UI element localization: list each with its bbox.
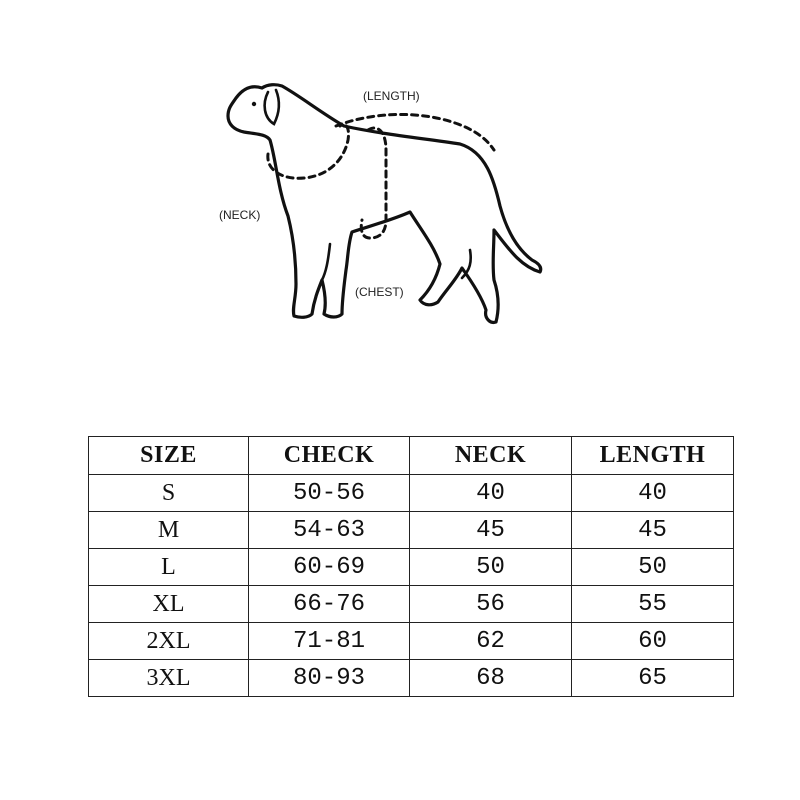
table-row <box>89 623 734 660</box>
length-label: (LENGTH) <box>363 89 420 103</box>
header-length: LENGTH <box>572 437 734 475</box>
table-row <box>89 586 734 623</box>
cell-length: 45 <box>572 512 734 549</box>
dog-front-leg-inner <box>322 244 330 280</box>
cell-check: 60-69 <box>249 549 410 586</box>
dog-outline-illustration <box>0 0 800 380</box>
cell-length: 50 <box>572 549 734 586</box>
cell-check: 80-93 <box>249 660 410 697</box>
dog-eye <box>252 102 256 106</box>
cell-length: 55 <box>572 586 734 623</box>
cell-size: M <box>89 512 249 549</box>
cell-neck: 45 <box>410 512 572 549</box>
table-row <box>89 475 734 512</box>
length-measure-line <box>336 114 494 150</box>
cell-neck: 68 <box>410 660 572 697</box>
size-chart-table <box>88 436 734 697</box>
cell-check: 66-76 <box>249 586 410 623</box>
cell-check: 71-81 <box>249 623 410 660</box>
table-row <box>89 549 734 586</box>
cell-size: L <box>89 549 249 586</box>
neck-measure-line <box>268 125 349 178</box>
dog-hind-leg-inner <box>462 250 471 278</box>
dog-measurement-diagram <box>0 0 800 380</box>
header-check: CHECK <box>249 437 410 475</box>
cell-neck: 62 <box>410 623 572 660</box>
cell-size: S <box>89 475 249 512</box>
cell-length: 65 <box>572 660 734 697</box>
neck-label: (NECK) <box>219 208 261 222</box>
dog-ear <box>265 90 279 124</box>
cell-check: 50-56 <box>249 475 410 512</box>
header-neck: NECK <box>410 437 572 475</box>
cell-length: 60 <box>572 623 734 660</box>
cell-neck: 50 <box>410 549 572 586</box>
cell-size: 3XL <box>89 660 249 697</box>
table-row <box>89 512 734 549</box>
cell-size: 2XL <box>89 623 249 660</box>
chest-label: (CHEST) <box>355 285 404 299</box>
table-header-row <box>89 437 734 475</box>
table-row <box>89 660 734 697</box>
cell-check: 54-63 <box>249 512 410 549</box>
cell-length: 40 <box>572 475 734 512</box>
cell-neck: 40 <box>410 475 572 512</box>
header-size: SIZE <box>89 437 249 475</box>
cell-neck: 56 <box>410 586 572 623</box>
cell-size: XL <box>89 586 249 623</box>
